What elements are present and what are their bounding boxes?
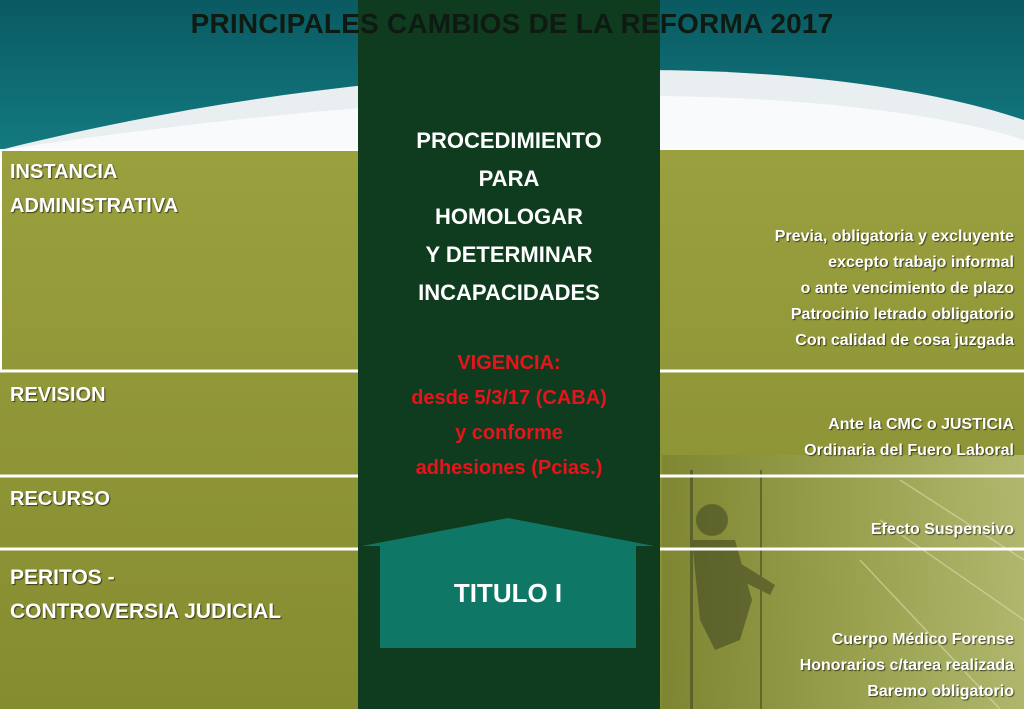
vigencia-block (360, 346, 658, 486)
detail-line: Baremo obligatorio (867, 683, 1014, 700)
titulo-label: TITULO I (453, 578, 563, 608)
slide-title: PRINCIPALES CAMBIOS DE LA REFORMA 2017 (190, 8, 834, 39)
center-heading-line: INCAPACIDADES (418, 280, 600, 305)
detail-line: o ante vencimiento de plazo (800, 280, 1014, 297)
row-detail-revision (804, 412, 1014, 464)
row-label-line: CONTROVERSIA JUDICIAL (10, 600, 282, 623)
detail-line: Patrocinio letrado obligatorio (790, 306, 1014, 323)
detail-line: Ordinaria del Fuero Laboral (804, 442, 1014, 459)
row-detail-peritos (800, 627, 1014, 705)
row-label-peritos (10, 561, 281, 629)
vigencia-line: adhesiones (Pcias.) (415, 457, 603, 479)
row-detail-recurso (871, 517, 1014, 543)
detail-line: Previa, obligatoria y excluyente (774, 228, 1014, 245)
row-label-line: PERITOS - (10, 566, 115, 589)
row-label-instancia (10, 155, 178, 223)
row-label-revision (10, 378, 106, 412)
vigencia-line: y conforme (455, 422, 563, 444)
detail-line: Ante la CMC o JUSTICIA (828, 416, 1014, 433)
center-heading-line: HOMOLOGAR (435, 204, 583, 229)
row-detail-instancia (775, 224, 1014, 354)
vigencia-line: desde 5/3/17 (CABA) (411, 387, 607, 409)
row-label-recurso (10, 482, 110, 516)
vigencia-line: VIGENCIA: (457, 352, 561, 374)
row-label-line: REVISION (10, 384, 106, 406)
center-heading-line: PARA (478, 166, 540, 191)
detail-line: Con calidad de cosa juzgada (795, 332, 1014, 349)
center-heading-line: Y DETERMINAR (425, 242, 593, 267)
center-heading-line: PROCEDIMIENTO (416, 128, 602, 153)
detail-line: excepto trabajo informal (828, 254, 1014, 271)
row-label-line: ADMINISTRATIVA (10, 195, 179, 217)
detail-line: Efecto Suspensivo (870, 521, 1014, 538)
detail-line: Honorarios c/tarea realizada (799, 657, 1014, 674)
center-heading (360, 122, 658, 312)
detail-line: Cuerpo Médico Forense (831, 631, 1014, 648)
row-label-line: RECURSO (10, 488, 111, 510)
row-label-line: INSTANCIA (10, 161, 118, 183)
